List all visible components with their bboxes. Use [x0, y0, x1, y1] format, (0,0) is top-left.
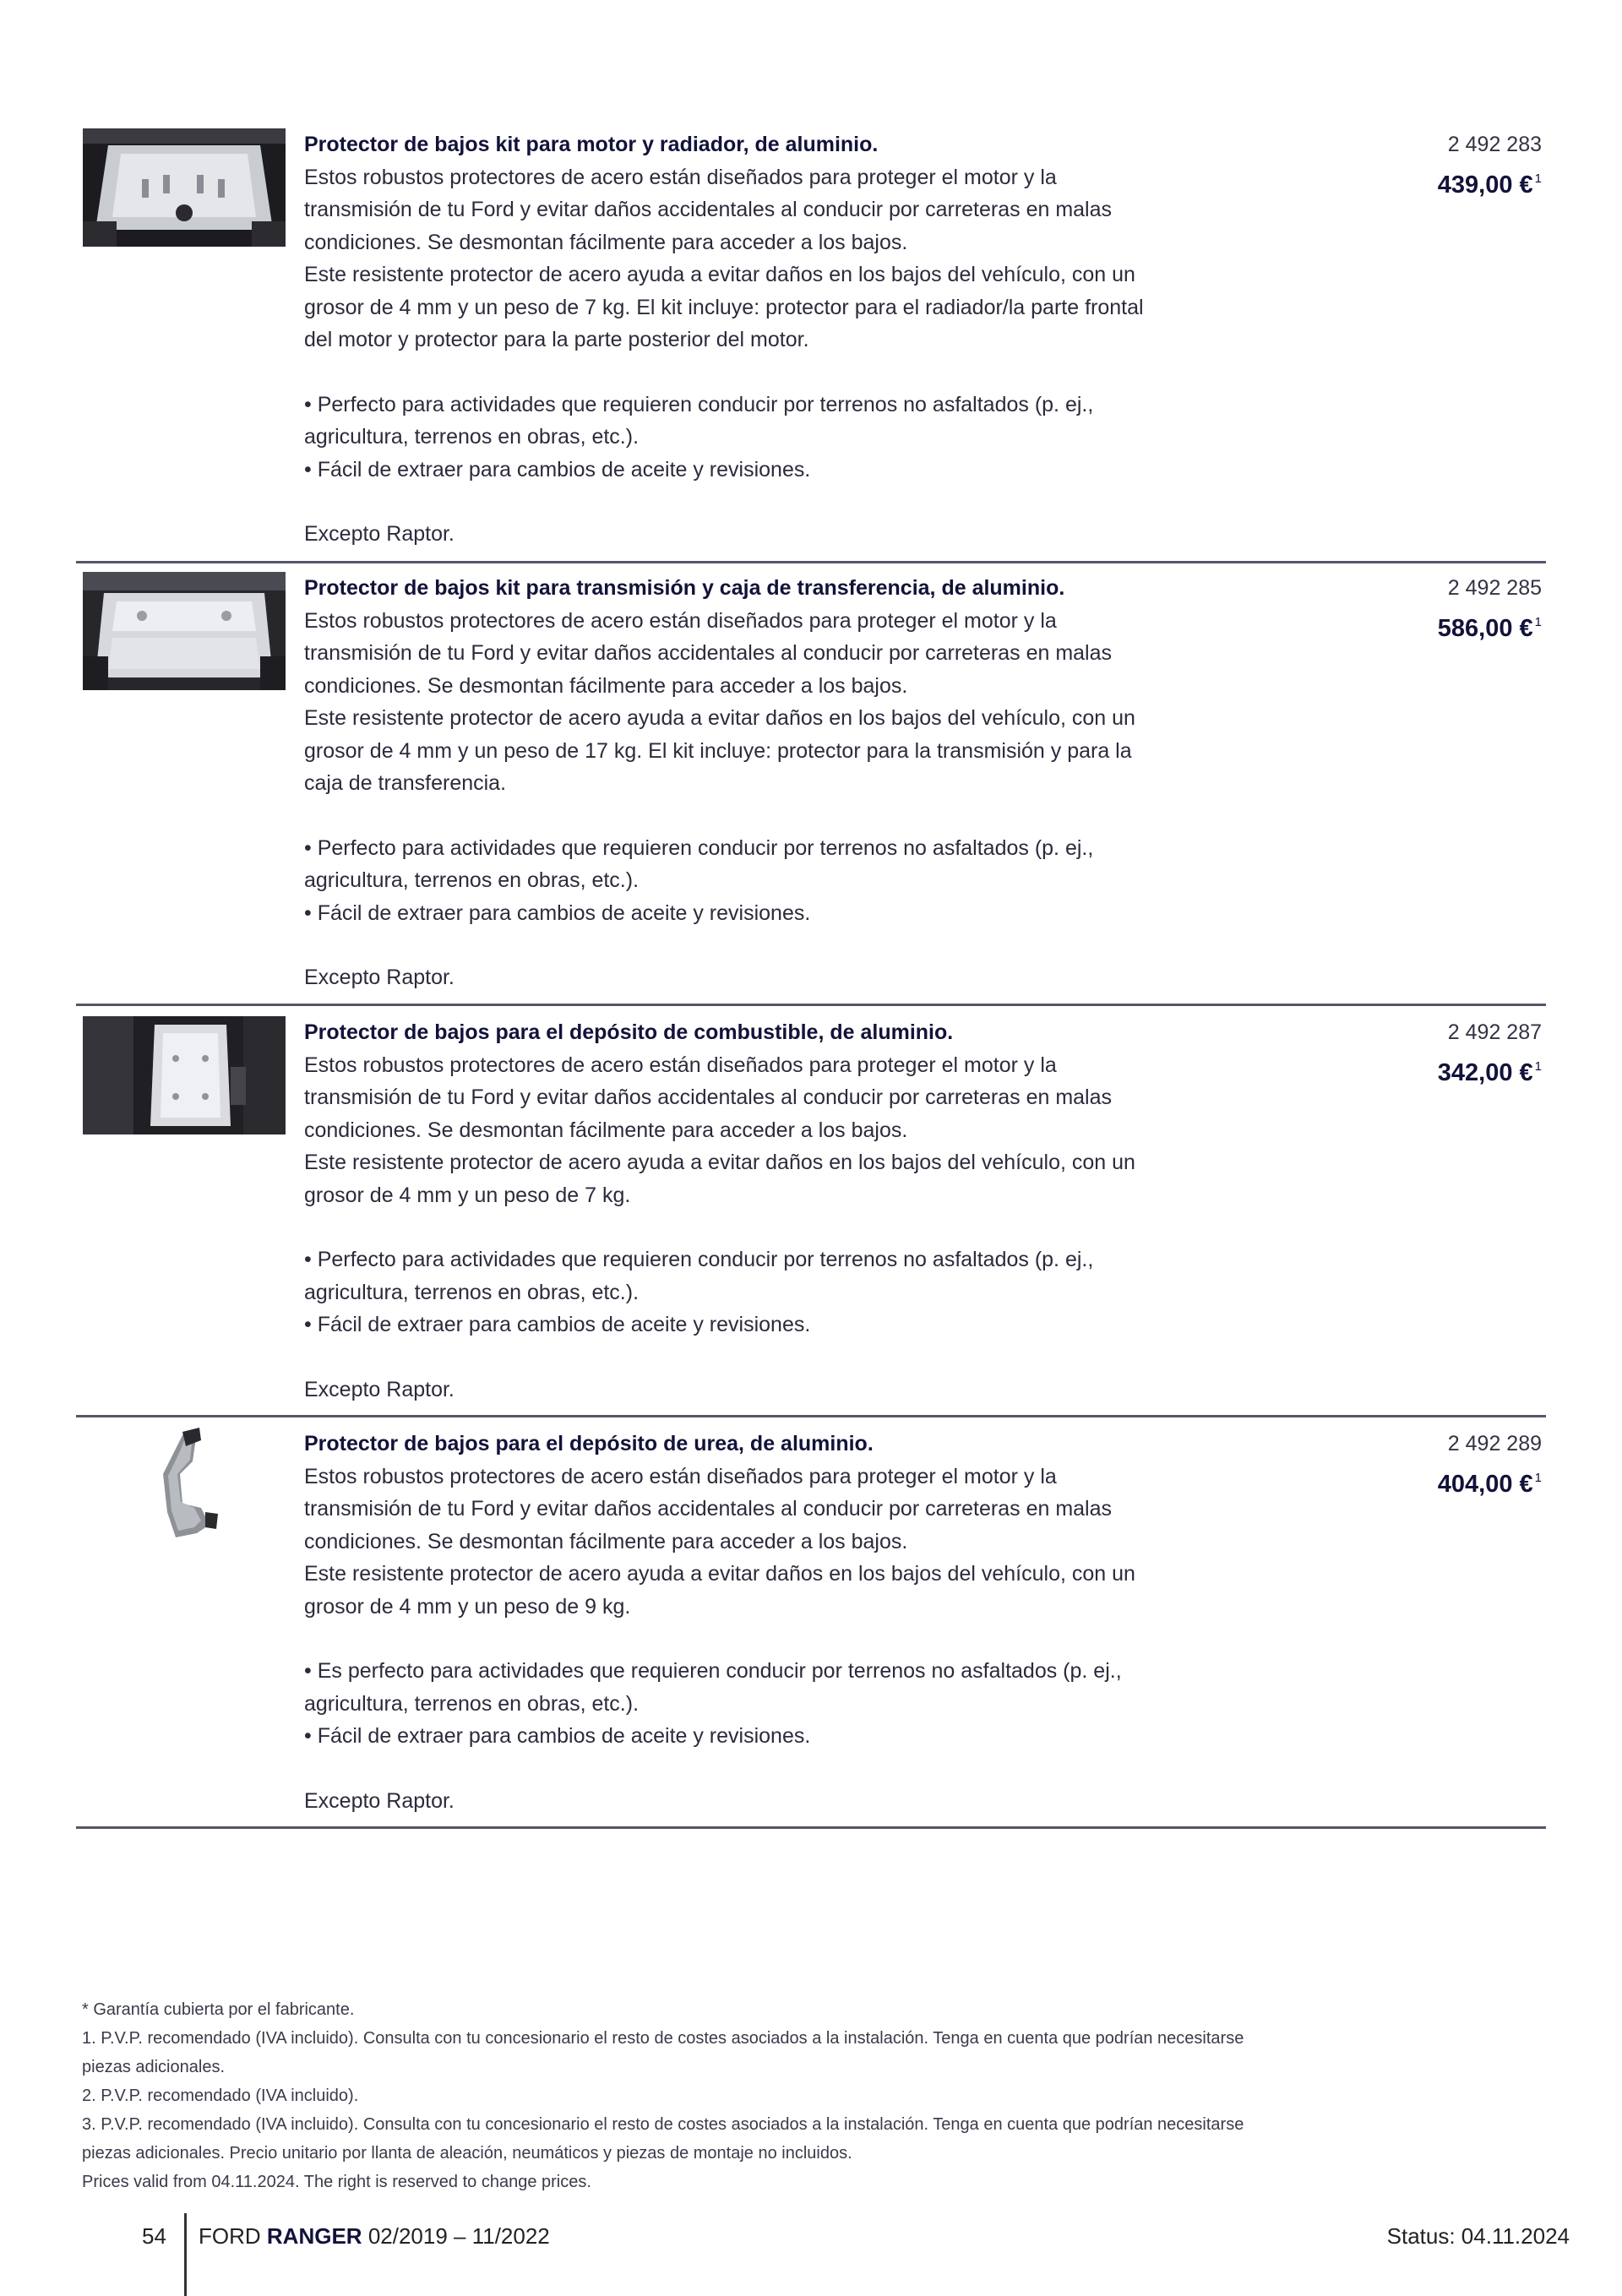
- price-footnote-ref: 1: [1534, 615, 1542, 629]
- feature-bullet: • Fácil de extraer para cambios de aceite y revisiones.: [304, 1724, 811, 1748]
- feature-bullet: • Fácil de extraer para cambios de aceite y revisiones.: [304, 457, 811, 482]
- feature-bullet: • Fácil de extraer para cambios de aceite y revisiones.: [304, 1313, 811, 1336]
- exclusion-note: Excepto Raptor.: [304, 1377, 454, 1401]
- description-line: Este resistente protector de acero ayuda a evitar daños en los bajos del vehículo, con un: [304, 263, 1135, 286]
- transmission-skid-plate-image: [83, 572, 286, 690]
- price-value: 439,00 €: [1437, 171, 1533, 199]
- description-line: Estos robustos protectores de acero están diseñados para proteger el motor y la: [304, 1464, 1057, 1488]
- footnotes: [82, 1995, 1552, 2196]
- footer-vertical-rule: [184, 2213, 187, 2296]
- description-line: grosor de 4 mm y un peso de 7 kg.: [304, 1183, 631, 1207]
- footnote-warranty: * Garantía cubierta por el fabricante.: [82, 2000, 355, 2019]
- product-description: [304, 128, 1250, 551]
- product-title: Protector de bajos para el depósito de combustible, de aluminio.: [304, 1020, 954, 1044]
- price-footnote-ref: 1: [1534, 1471, 1542, 1485]
- description-line: caja de transferencia.: [304, 771, 507, 795]
- product-description: [304, 1428, 1250, 1817]
- page-footer: [0, 2213, 1622, 2296]
- product-photo: [83, 572, 286, 690]
- description-line: Estos robustos protectores de acero están diseñados para proteger el motor y la: [304, 608, 1057, 633]
- product-title: Protector de bajos kit para transmisión y caja de transferencia, de aluminio.: [304, 576, 1065, 600]
- page-number: 54: [142, 2223, 166, 2249]
- prices-validity-note: Prices valid from 04.11.2024. The right is reserved to change prices.: [82, 2173, 591, 2191]
- footnote-3-continued: piezas adicionales. Precio unitario por llanta de aleación, neumáticos y piezas de montaje no incluidos.: [82, 2144, 852, 2163]
- price: [1438, 606, 1542, 645]
- product-description: [304, 572, 1250, 994]
- part-number: 2 492 283: [1447, 133, 1542, 156]
- model-years: 02/2019 – 11/2022: [367, 2223, 550, 2249]
- description-line: grosor de 4 mm y un peso de 17 kg. El kit incluye: protector para la transmisión y para la: [304, 738, 1132, 763]
- product-description: [304, 1016, 1250, 1406]
- status-date: Status: 04.11.2024: [1386, 2223, 1570, 2249]
- price-value: 342,00 €: [1437, 1059, 1533, 1086]
- feature-bullet: • Fácil de extraer para cambios de aceite y revisiones.: [304, 900, 811, 925]
- part-number: 2 492 289: [1447, 1432, 1542, 1455]
- description-line: transmisión de tu Ford y evitar daños accidentales al conducir por carreteras en malas: [304, 641, 1113, 665]
- section-divider: [76, 561, 1546, 563]
- brand-name: FORD: [199, 2223, 261, 2249]
- description-line: grosor de 4 mm y un peso de 7 kg. El kit incluye: protector para el radiador/la parte frontal: [304, 295, 1144, 319]
- description-line: condiciones. Se desmontan fácilmente para acceder a los bajos.: [304, 1118, 908, 1142]
- description-line: Estos robustos protectores de acero están diseñados para proteger el motor y la: [304, 165, 1057, 189]
- feature-bullet: • Es perfecto para actividades que requieren conducir por terrenos no asfaltados (p. ej.,: [304, 1659, 1122, 1683]
- description-line: del motor y protector para la parte posterior del motor.: [304, 328, 809, 351]
- description-line: transmisión de tu Ford y evitar daños accidentales al conducir por carreteras en malas: [304, 1497, 1113, 1521]
- section-divider: [76, 1415, 1546, 1417]
- exclusion-note: Excepto Raptor.: [304, 1788, 454, 1813]
- section-divider: [76, 1826, 1546, 1829]
- price-footnote-ref: 1: [1534, 1059, 1542, 1074]
- price-value: 404,00 €: [1437, 1471, 1533, 1498]
- description-line: condiciones. Se desmontan fácilmente para acceder a los bajos.: [304, 673, 908, 698]
- description-line: Este resistente protector de acero ayuda a evitar daños en los bajos del vehículo, con un: [304, 1562, 1135, 1586]
- description-line: transmisión de tu Ford y evitar daños accidentales al conducir por carreteras en malas: [304, 198, 1113, 221]
- feature-bullet-continued: agricultura, terrenos en obras, etc.).: [304, 1280, 640, 1304]
- exclusion-note: Excepto Raptor.: [304, 522, 454, 546]
- feature-bullet: • Perfecto para actividades que requieren conducir por terrenos no asfaltados (p. ej.,: [304, 835, 1094, 860]
- exclusion-note: Excepto Raptor.: [304, 966, 454, 989]
- footnote-2: 2. P.V.P. recomendado (IVA incluido).: [82, 2087, 359, 2105]
- description-line: grosor de 4 mm y un peso de 9 kg.: [304, 1594, 631, 1619]
- model-label: [199, 2223, 550, 2250]
- description-line: condiciones. Se desmontan fácilmente para acceder a los bajos.: [304, 1529, 908, 1553]
- feature-bullet-continued: agricultura, terrenos en obras, etc.).: [304, 1691, 640, 1716]
- description-line: Estos robustos protectores de acero están diseñados para proteger el motor y la: [304, 1053, 1057, 1077]
- feature-bullet-continued: agricultura, terrenos en obras, etc.).: [304, 425, 640, 449]
- description-line: Este resistente protector de acero ayuda a evitar daños en los bajos del vehículo, con un: [304, 706, 1135, 730]
- part-number: 2 492 287: [1447, 1020, 1542, 1044]
- description-line: transmisión de tu Ford y evitar daños accidentales al conducir por carreteras en malas: [304, 1085, 1113, 1109]
- footnote-1-continued: piezas adicionales.: [82, 2058, 225, 2076]
- footnote-3: 3. P.V.P. recomendado (IVA incluido). Consulta con tu concesionario el resto de costes asociados a la instalación. Tenga en cuenta que podrían necesitarse: [82, 2115, 1244, 2134]
- feature-bullet: • Perfecto para actividades que requieren conducir por terrenos no asfaltados (p. ej.,: [304, 1248, 1094, 1271]
- price: [1438, 162, 1542, 202]
- feature-bullet-continued: agricultura, terrenos en obras, etc.).: [304, 868, 640, 892]
- footnote-1: 1. P.V.P. recomendado (IVA incluido). Consulta con tu concesionario el resto de costes asociados a la instalación. Tenga en cuenta que podrían necesitarse: [82, 2029, 1244, 2048]
- urea-tank-skid-plate-image: [83, 1428, 286, 1546]
- product-title: Protector de bajos kit para motor y radiador, de aluminio.: [304, 133, 879, 156]
- fuel-tank-skid-plate-image: [83, 1016, 286, 1134]
- price: [1438, 1461, 1542, 1501]
- product-photo: [83, 128, 286, 247]
- section-divider: [76, 1004, 1546, 1006]
- model-name: RANGER: [266, 2223, 362, 2249]
- product-photo: [83, 1016, 286, 1134]
- product-title: Protector de bajos para el depósito de urea, de aluminio.: [304, 1432, 874, 1455]
- part-number: 2 492 285: [1447, 576, 1542, 600]
- description-line: condiciones. Se desmontan fácilmente para acceder a los bajos.: [304, 230, 908, 254]
- description-line: Este resistente protector de acero ayuda a evitar daños en los bajos del vehículo, con un: [304, 1151, 1135, 1174]
- engine-radiator-skid-plate-image: [83, 128, 286, 247]
- price: [1438, 1050, 1542, 1090]
- feature-bullet: • Perfecto para actividades que requieren conducir por terrenos no asfaltados (p. ej.,: [304, 392, 1094, 416]
- product-photo: [83, 1428, 286, 1546]
- price-value: 586,00 €: [1437, 615, 1533, 642]
- price-footnote-ref: 1: [1534, 171, 1542, 186]
